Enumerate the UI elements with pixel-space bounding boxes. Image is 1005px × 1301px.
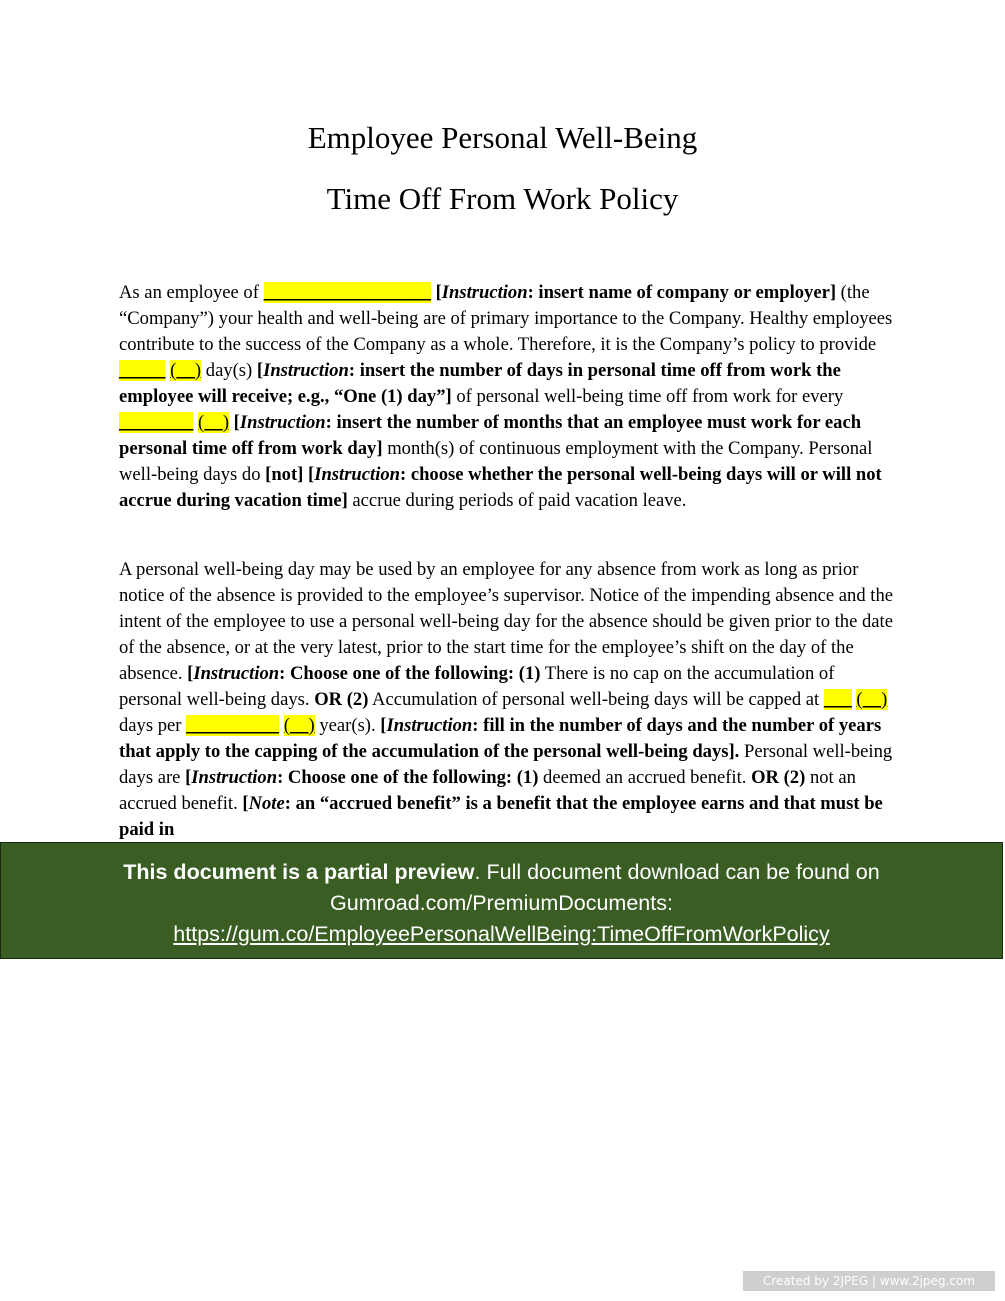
instruction-months: [Instruction: insert the number of months that an employee must work for each personal time off from work day]: [119, 412, 862, 459]
text-run: year(s).: [314, 715, 381, 736]
blank-months-number: (__): [198, 412, 230, 433]
text-run: Personal well-being days are: [119, 741, 893, 788]
text-run: deemed an accrued benefit.: [538, 767, 752, 788]
instruction-days: [Instruction: insert the number of days in personal time off from work the employee will receive; e.g., “One (1) day”]: [119, 360, 841, 407]
instruction-accrued-choice: [Instruction: Choose one of the following: (1): [185, 767, 539, 788]
policy-paragraph-1: [119, 280, 899, 514]
instruction-choose-cap: [Instruction: Choose one of the following: (1): [187, 663, 541, 684]
partial-preview-banner: [0, 842, 1003, 959]
document-title-line2: Time Off From Work Policy: [326, 181, 679, 216]
text-run: day(s): [201, 360, 257, 381]
instruction-company-name: [Instruction: insert name of company or employer]: [435, 282, 837, 303]
text-run: days per: [119, 715, 187, 736]
text-run: As an employee of: [119, 282, 264, 303]
blank-cap-days-word: ___: [823, 689, 852, 710]
policy-paragraph-2: [119, 557, 899, 843]
text-run: not an accrued benefit.: [119, 767, 856, 814]
banner-bold-text: This document is a partial preview: [123, 860, 475, 884]
blank-cap-days-number: (__): [856, 689, 888, 710]
blank-days-number: (__): [170, 360, 202, 381]
banner-rest-text: . Full document download can be found on Gumroad.com/PremiumDocuments:: [330, 860, 880, 915]
not-option: [not]: [265, 464, 304, 485]
blank-days-word: _____: [119, 360, 166, 381]
instruction-accrue: [Instruction: choose whether the personal well-being days will or will not accrue during vacation time]: [119, 464, 882, 511]
text-run: (the “Company”) your health and well-being are of primary importance to the Company. Healthy employees contribute to the success of the Company as a whole. Therefore, it is the Company’s policy to provide: [119, 282, 893, 355]
watermark-label: Created by 2JPEG | www.2jpeg.com: [743, 1271, 995, 1291]
or-option-2: OR (2): [751, 767, 806, 788]
note-accrued-benefit: [Note: an “accrued benefit” is a benefit that the employee earns and that must be paid in: [119, 793, 883, 840]
text-run: of personal well-being time off from work for every: [451, 386, 844, 407]
text-run: Accumulation of personal well-being days will be capped at: [368, 689, 824, 710]
download-link[interactable]: https://gum.co/EmployeePersonalWellBeing:TimeOffFromWorkPolicy: [173, 922, 830, 946]
blank-cap-years-word: __________: [186, 715, 280, 736]
text-run: A personal well-being day may be used by an employee for any absence from work as long as prior notice of the absence is provided to the employee’s supervisor. Notice of the impending absence and the intent of the employee to use a personal well-being day for the absence should be given prior to the date of the absence, or at the very latest, prior to the start time for the employee’s shift on the day of the absence.: [119, 559, 893, 684]
blank-cap-years-number: (__): [283, 715, 315, 736]
instruction-fill-cap: [Instruction: fill in the number of days and the number of years that apply to the capping of the accumulation of the personal well-being days].: [119, 715, 882, 762]
blank-months-word: ________: [119, 412, 194, 433]
or-option-1: OR (2): [314, 689, 369, 710]
banner-message: [1, 857, 1002, 919]
text-run: There is no cap on the accumulation of personal well-being days.: [119, 663, 835, 710]
text-run: month(s) of continuous employment with the Company. Personal well-being days do: [119, 438, 873, 485]
blank-company-name: __________________: [263, 282, 431, 303]
text-run: accrue during periods of paid vacation leave.: [347, 490, 687, 511]
document-title-line1: Employee Personal Well-Being: [307, 120, 698, 155]
